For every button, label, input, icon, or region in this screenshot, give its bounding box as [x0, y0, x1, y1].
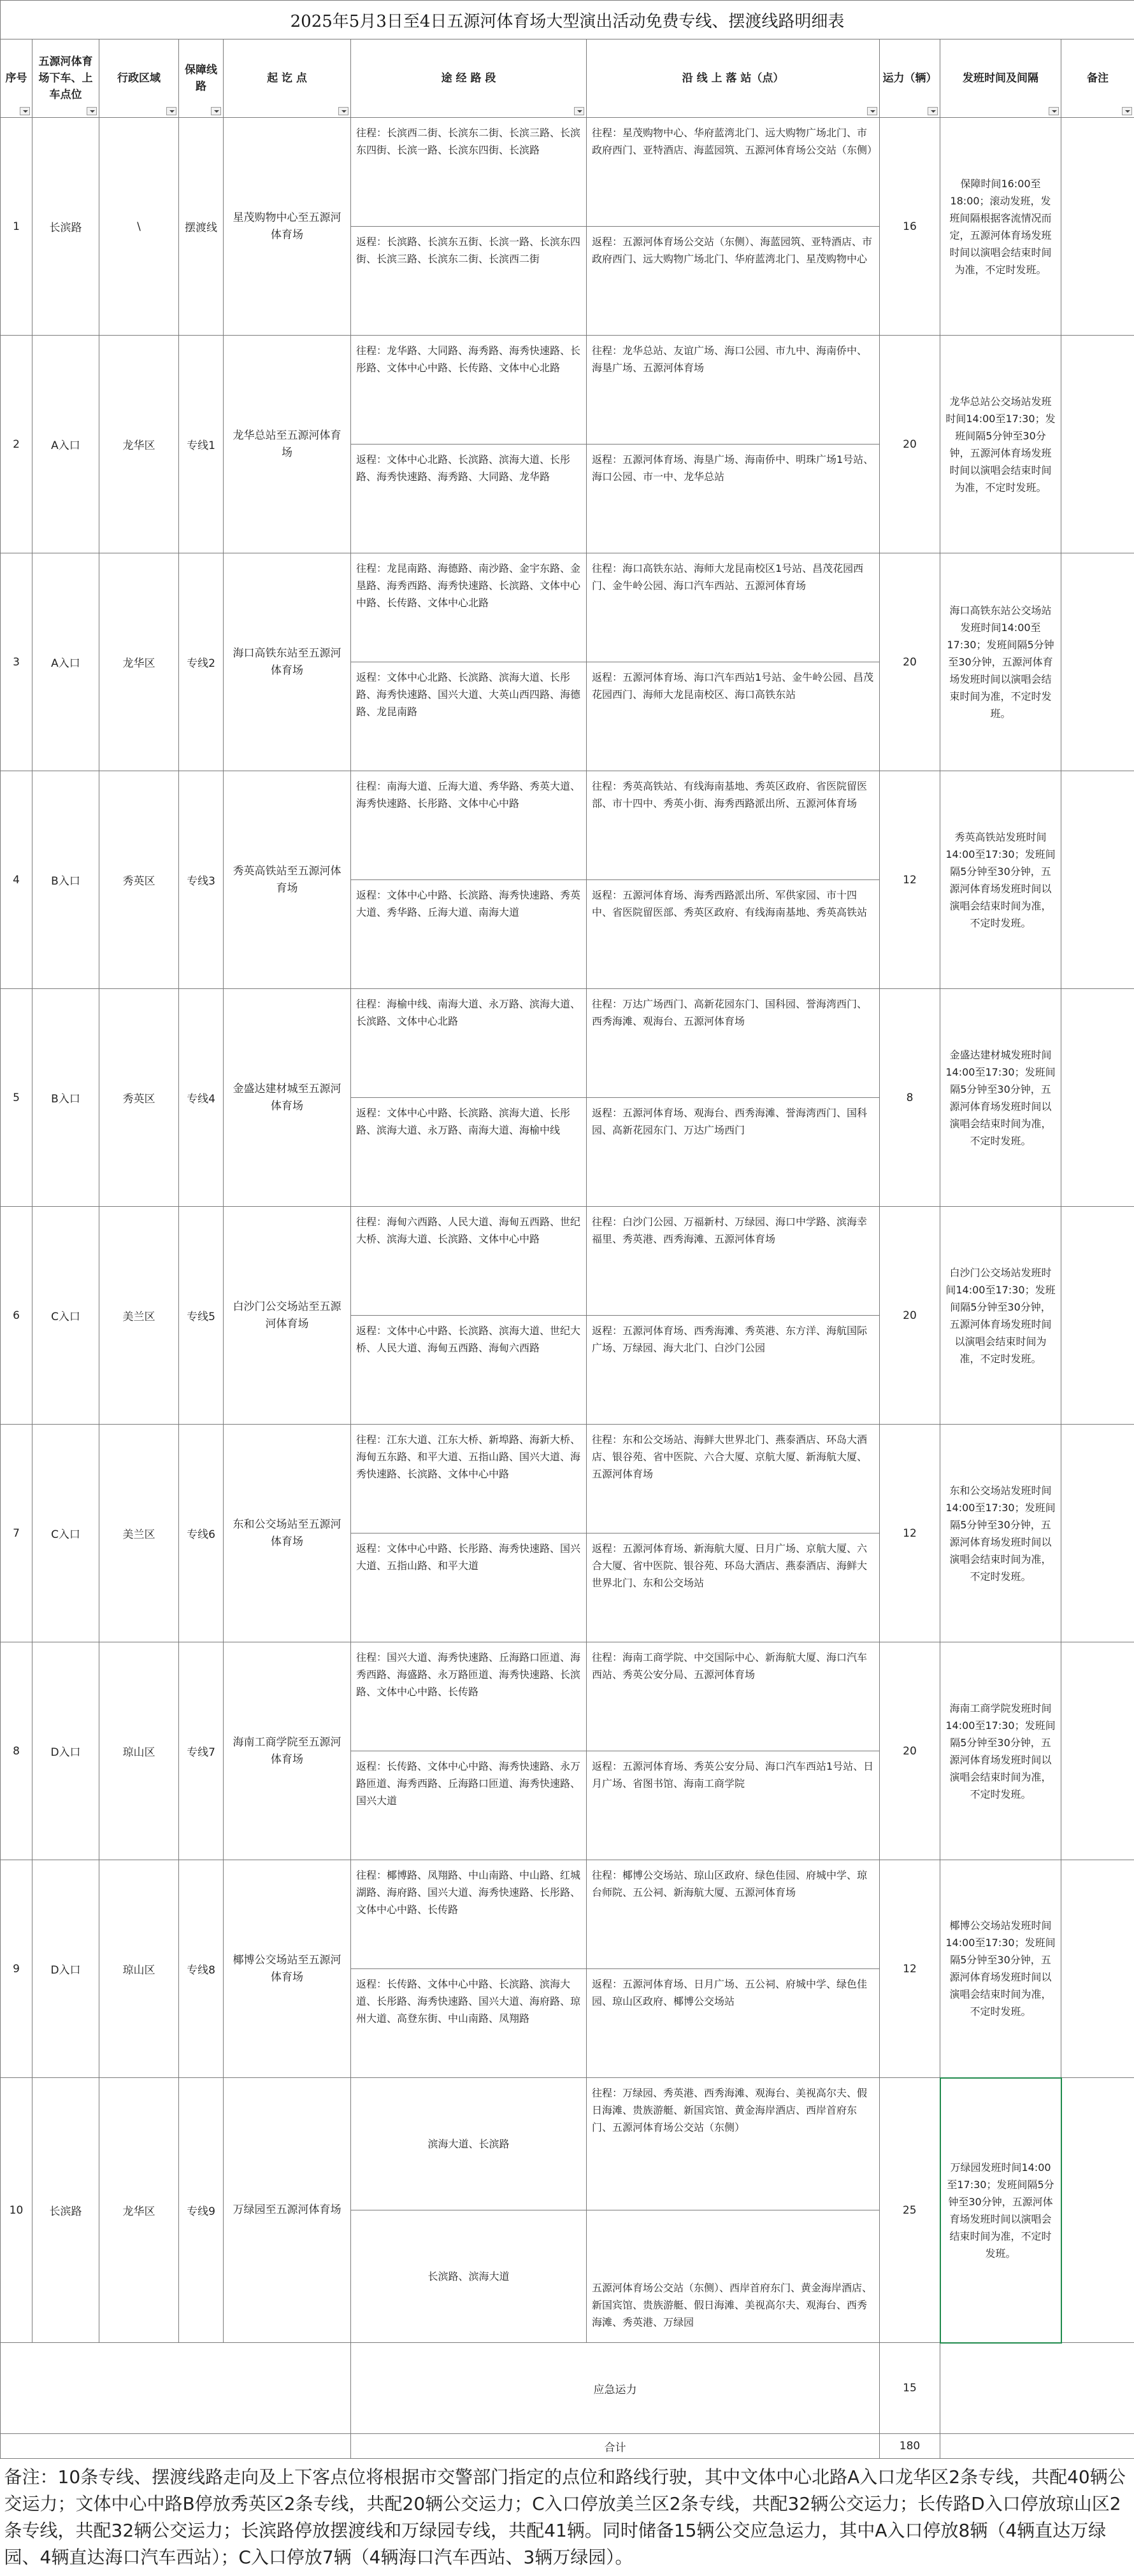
- start-end-cell: 万绿园至五源河体育场: [224, 2078, 351, 2343]
- departure-time-cell[interactable]: 海南工商学院发班时间14:00至17:30；发班间隔5分钟至30分钟，五源河体育场发班时间以演唱会结束时间为准，不定时发班。: [940, 1642, 1061, 1860]
- header-capacity-label: 运力（辆）: [883, 72, 937, 85]
- start-end-cell: 金盛达建材城至五源河体育场: [224, 989, 351, 1207]
- stations-back-cell: 返程：五源河体育场、海垦广场、海南侨中、明珠广场1号站、海口公园、市一中、龙华总站: [587, 445, 880, 553]
- remark-cell: [1061, 1642, 1134, 1860]
- header-seq-label: 序号: [6, 72, 27, 85]
- line-cell: 专线2: [179, 553, 224, 771]
- line-cell: 专线1: [179, 336, 224, 553]
- stations-out-cell: 往程：椰博公交场站、琼山区政府、绿色佳园、府城中学、琼台师院、五公祠、新海航大厦、五源河体育场: [587, 1860, 880, 1969]
- departure-time-cell[interactable]: 保障时间16:00至18:00；滚动发班，发班间隔根据客流情况而定，五源河体育场发班时间以演唱会结束时间为准，不定时发班。: [940, 118, 1061, 336]
- start-end-cell: 星茂购物中心至五源河体育场: [224, 118, 351, 336]
- stations-out-cell: 往程：万绿园、秀英港、西秀海滩、观海台、美视高尔夫、假日海滩、贵族游艇、新国宾馆、黄金海岸酒店、西岸首府东门、五源河体育场公交站（东侧）: [587, 2078, 880, 2210]
- remark-cell: [1061, 1860, 1134, 2078]
- capacity-cell: 20: [880, 1207, 940, 1425]
- seq-cell: 6: [1, 1207, 32, 1425]
- remark-cell: [1061, 989, 1134, 1207]
- remark-cell: [1061, 553, 1134, 771]
- table-row: [1, 336, 1134, 445]
- district-cell: 秀英区: [99, 989, 179, 1207]
- header-line-label: 保障线路: [185, 64, 217, 93]
- route-out-cell: 往程：江东大道、江东大桥、新埠路、海新大桥、海甸五东路、和平大道、五指山路、国兴大道、海秀快速路、长滨路、文体中心中路: [351, 1425, 587, 1534]
- filter-dropdown-icon[interactable]: [867, 107, 877, 115]
- stations-back-cell: 返程：五源河体育场、观海台、西秀海滩、誉海湾西门、国科园、高新花园东门、万达广场西门: [587, 1098, 880, 1207]
- district-cell: 琼山区: [99, 1860, 179, 2078]
- line-cell: 专线8: [179, 1860, 224, 2078]
- route-out-cell: 往程：龙华路、大同路、海秀路、海秀快速路、长彤路、文体中心中路、长传路、文体中心北路: [351, 336, 587, 445]
- district-cell: 龙华区: [99, 336, 179, 553]
- route-out-cell: 往程：海甸六西路、人民大道、海甸五西路、世纪大桥、滨海大道、长滨路、文体中心中路: [351, 1207, 587, 1316]
- route-back-cell: 返程：长传路、文体中心中路、长滨路、滨海大道、长彤路、海秀快速路、国兴大道、海府路、琼州大道、高登东街、中山南路、凤翔路: [351, 1969, 587, 2078]
- capacity-cell: 16: [880, 118, 940, 336]
- departure-time-cell[interactable]: 白沙门公交场站发班时间14:00至17:30；发班间隔5分钟至30分钟，五源河体育场发班时间以演唱会结束时间为准，不定时发班。: [940, 1207, 1061, 1425]
- departure-time-cell[interactable]: 东和公交场站发班时间14:00至17:30；发班间隔5分钟至30分钟，五源河体育场发班时间以演唱会结束时间为准，不定时发班。: [940, 1425, 1061, 1642]
- capacity-cell: 12: [880, 771, 940, 989]
- start-end-cell: 海口高铁东站至五源河体育场: [224, 553, 351, 771]
- capacity-cell: 8: [880, 989, 940, 1207]
- seq-cell: 4: [1, 771, 32, 989]
- filter-dropdown-icon[interactable]: [20, 107, 30, 115]
- route-out-cell: 往程：长滨西二街、长滨东二街、长滨三路、长滨东四街、长滨一路、长滨东四街、长滨路: [351, 118, 587, 227]
- header-time: [940, 39, 1061, 118]
- table-row: [1, 2078, 1134, 2210]
- route-out-cell: 往程：南海大道、丘海大道、秀华路、秀英大道、海秀快速路、长彤路、文体中心中路: [351, 771, 587, 880]
- header-district: [99, 39, 179, 118]
- departure-time-cell[interactable]: 海口高铁东站公交场站发班时间14:00至17:30；发班间隔5分钟至30分钟，五源河体育场发班时间以演唱会结束时间为准，不定时发班。: [940, 553, 1061, 771]
- stations-back-cell: 返程：五源河体育场公交站（东侧）、海蓝园筑、亚特酒店、市政府西门、远大购物广场北门、华府蓝湾北门、星茂购物中心: [587, 227, 880, 336]
- header-start-end-label: 起 讫 点: [267, 72, 307, 85]
- filter-dropdown-icon[interactable]: [928, 107, 938, 115]
- header-district-label: 行政区域: [117, 72, 161, 85]
- filter-dropdown-icon[interactable]: [166, 107, 176, 115]
- emergency-row: [1, 2343, 1134, 2434]
- route-back-cell: 返程：文体中心北路、长滨路、滨海大道、长彤路、海秀快速路、海秀路、大同路、龙华路: [351, 445, 587, 553]
- table-row: [1, 118, 1134, 227]
- stations-back-cell: 返程：五源河体育场、海秀西路派出所、军供家园、市十四中、省医院留医部、秀英区政府、有线海南基地、秀英高铁站: [587, 880, 880, 989]
- stations-back-cell: 返程：五源河体育场、海口汽车西站1号站、金牛岭公园、昌茂花园西门、海师大龙昆南校区、海口高铁东站: [587, 662, 880, 771]
- capacity-cell: 12: [880, 1860, 940, 2078]
- note-row: [1, 2459, 1134, 2576]
- capacity-cell: 20: [880, 553, 940, 771]
- stop-cell: B入口: [32, 771, 99, 989]
- table-title: 2025年5月3日至4日五源河体育场大型演出活动免费专线、摆渡线路明细表: [1, 1, 1134, 39]
- header-stop: [32, 39, 99, 118]
- emergency-label: 应急运力: [351, 2343, 880, 2434]
- district-cell: 龙华区: [99, 553, 179, 771]
- line-cell: 专线7: [179, 1642, 224, 1860]
- line-cell: 摆渡线: [179, 118, 224, 336]
- start-end-cell: 海南工商学院至五源河体育场: [224, 1642, 351, 1860]
- header-seq: [1, 39, 32, 118]
- remark-cell: [1061, 336, 1134, 553]
- route-back-cell: 返程：文体中心中路、长滨路、海秀快速路、秀英大道、秀华路、丘海大道、南海大道: [351, 880, 587, 989]
- stop-cell: 长滨路: [32, 118, 99, 336]
- remark-cell: [1061, 771, 1134, 989]
- total-label: 合计: [351, 2434, 880, 2459]
- departure-time-cell[interactable]: 龙华总站公交场站发班时间14:00至17:30；发班间隔5分钟至30分钟，五源河体育场发班时间以演唱会结束时间为准，不定时发班。: [940, 336, 1061, 553]
- start-end-cell: 龙华总站至五源河体育场: [224, 336, 351, 553]
- stop-cell: 长滨路: [32, 2078, 99, 2343]
- district-cell: 美兰区: [99, 1207, 179, 1425]
- stop-cell: C入口: [32, 1207, 99, 1425]
- stations-out-cell: 往程：星茂购物中心、华府蓝湾北门、远大购物广场北门、市政府西门、亚特酒店、海蓝园筑、五源河体育场公交站（东侧）: [587, 118, 880, 227]
- route-back-cell: 长滨路、滨海大道: [351, 2210, 587, 2343]
- stations-out-cell: 往程：白沙门公园、万福新村、万绿园、海口中学路、滨海幸福里、秀英港、西秀海滩、五源河体育场: [587, 1207, 880, 1316]
- remark-cell: [1061, 118, 1134, 336]
- header-stations-label: 沿 线 上 落 站（点）: [682, 72, 784, 85]
- stations-back-cell: 返程：五源河体育场、西秀海滩、秀英港、东方洋、海航国际广场、万绿园、海大北门、白沙门公园: [587, 1316, 880, 1425]
- header-start-end: [224, 39, 351, 118]
- route-back-cell: 返程：长滨路、长滨东五街、长滨一路、长滨东四街、长滨三路、长滨东二街、长滨西二街: [351, 227, 587, 336]
- capacity-cell: 20: [880, 1642, 940, 1860]
- filter-dropdown-icon[interactable]: [87, 107, 97, 115]
- district-cell: \: [99, 118, 179, 336]
- table-row: [1, 989, 1134, 1098]
- stations-back-cell: 返程：五源河体育场、日月广场、五公祠、府城中学、绿色佳园、琼山区政府、椰博公交场站: [587, 1969, 880, 2078]
- blank-cell: [1, 2343, 351, 2434]
- header-remark: [1061, 39, 1134, 118]
- seq-cell: 5: [1, 989, 32, 1207]
- table-row: [1, 1207, 1134, 1316]
- capacity-cell: 20: [880, 336, 940, 553]
- district-cell: 秀英区: [99, 771, 179, 989]
- route-back-cell: 返程：长传路、文体中心中路、海秀快速路、永万路匝道、海秀西路、丘海路口匝道、海秀快速路、国兴大道: [351, 1751, 587, 1860]
- stop-cell: C入口: [32, 1425, 99, 1642]
- seq-cell: 2: [1, 336, 32, 553]
- route-back-cell: 返程：文体中心中路、长滨路、滨海大道、长彤路、滨海大道、永万路、南海大道、海榆中线: [351, 1098, 587, 1207]
- filter-dropdown-icon[interactable]: [574, 107, 584, 115]
- filter-dropdown-icon[interactable]: [1049, 107, 1059, 115]
- stations-back-cell: 返程：五源河体育场、秀英公安分局、海口汽车西站1号站、日月广场、省图书馆、海南工商学院: [587, 1751, 880, 1860]
- remark-cell: [1061, 1425, 1134, 1642]
- line-cell: 专线4: [179, 989, 224, 1207]
- table-row: [1, 553, 1134, 662]
- start-end-cell: 东和公交场站至五源河体育场: [224, 1425, 351, 1642]
- header-row: [1, 39, 1134, 118]
- start-end-cell: 椰博公交场站至五源河体育场: [224, 1860, 351, 2078]
- header-stations: [587, 39, 880, 118]
- header-route: [351, 39, 587, 118]
- line-cell: 专线5: [179, 1207, 224, 1425]
- departure-time-cell[interactable]: 金盛达建材城发班时间14:00至17:30；发班间隔5分钟至30分钟，五源河体育场发班时间以演唱会结束时间为准，不定时发班。: [940, 989, 1061, 1207]
- route-out-cell: 往程：椰博路、凤翔路、中山南路、中山路、红城湖路、海府路、国兴大道、海秀快速路、长彤路、文体中心中路、长传路: [351, 1860, 587, 1969]
- filter-dropdown-icon[interactable]: [1122, 107, 1132, 115]
- stations-out-cell: 往程：海口高铁东站、海师大龙昆南校区1号站、昌茂花园西门、金牛岭公园、海口汽车西站、五源河体育场: [587, 553, 880, 662]
- route-back-cell: 返程：文体中心中路、长彤路、海秀快速路、国兴大道、五指山路、和平大道: [351, 1534, 587, 1642]
- stations-out-cell: 往程：海南工商学院、中交国际中心、新海航大厦、海口汽车西站、秀英公安分局、五源河体育场: [587, 1642, 880, 1751]
- header-capacity: [880, 39, 940, 118]
- stop-cell: D入口: [32, 1860, 99, 2078]
- footnote-text: 备注：10条专线、摆渡线路走向及上下客点位将根据市交警部门指定的点位和路线行驶，其中文体中心北路A入口龙华区2条专线，共配40辆公交运力；文体中心中路B停放秀英区2条专线，共配20辆公交运力；C入口停放美兰区2条专线，共配32辆公交运力；长传路D入口停放琼山区2条专线，共配32辆公交运力；长滨路停放摆渡线和万绿园专线，共配41辆。同时储备15辆公交应急运力，其中A入口停放8辆（4辆直达万绿园、4辆直达海口汽车西站）；C入口停放7辆（4辆海口汽车西站、3辆万绿园）。: [1, 2459, 1134, 2576]
- seq-cell: 3: [1, 553, 32, 771]
- stop-cell: D入口: [32, 1642, 99, 1860]
- blank-cell: [940, 2343, 1134, 2434]
- seq-cell: 9: [1, 1860, 32, 2078]
- capacity-cell: 25: [880, 2078, 940, 2343]
- table-row: [1, 1642, 1134, 1751]
- remark-cell: [1061, 1207, 1134, 1425]
- header-line: [179, 39, 224, 118]
- stations-out-cell: 往程：龙华总站、友谊广场、海口公园、市九中、海南侨中、海垦广场、五源河体育场: [587, 336, 880, 445]
- emergency-capacity: 15: [880, 2343, 940, 2434]
- route-back-cell: 返程：文体中心中路、长滨路、滨海大道、世纪大桥、人民大道、海甸五西路、海甸六西路: [351, 1316, 587, 1425]
- stations-back-cell: 返程：五源河体育场、新海航大厦、日月广场、京航大厦、六合大厦、省中医院、银谷苑、环岛大酒店、燕泰酒店、海鲜大世界北门、东和公交场站: [587, 1534, 880, 1642]
- filter-dropdown-icon[interactable]: [211, 107, 221, 115]
- capacity-cell: 12: [880, 1425, 940, 1642]
- route-out-cell: 往程：龙昆南路、海德路、南沙路、金宇东路、金垦路、海秀西路、海秀快速路、长滨路、文体中心中路、长传路、文体中心北路: [351, 553, 587, 662]
- stations-out-cell: 往程：秀英高铁站、有线海南基地、秀英区政府、省医院留医部、市十四中、秀英小街、海秀西路派出所、五源河体育场: [587, 771, 880, 880]
- line-cell: 专线6: [179, 1425, 224, 1642]
- total-row: [1, 2434, 1134, 2459]
- line-cell: 专线9: [179, 2078, 224, 2343]
- route-out-cell: 滨海大道、长滨路: [351, 2078, 587, 2210]
- blank-cell: [1, 2434, 351, 2459]
- start-end-cell: 秀英高铁站至五源河体育场: [224, 771, 351, 989]
- header-stop-label: 五源河体育场下车、上车点位: [39, 55, 93, 101]
- departure-time-cell[interactable]: 万绿园发班时间14:00至17:30；发班间隔5分钟至30分钟，五源河体育场发班时间以演唱会结束时间为准，不定时发班。: [940, 2078, 1061, 2343]
- departure-time-cell[interactable]: 秀英高铁站发班时间14:00至17:30；发班间隔5分钟至30分钟，五源河体育场发班时间以演唱会结束时间为准，不定时发班。: [940, 771, 1061, 989]
- table-row: [1, 771, 1134, 880]
- seq-cell: 8: [1, 1642, 32, 1860]
- header-route-label: 途 经 路 段: [441, 72, 496, 85]
- stop-cell: B入口: [32, 989, 99, 1207]
- blank-cell: [940, 2434, 1134, 2459]
- header-remark-label: 备注: [1087, 72, 1109, 85]
- stop-cell: A入口: [32, 553, 99, 771]
- line-cell: 专线3: [179, 771, 224, 989]
- seq-cell: 7: [1, 1425, 32, 1642]
- remark-cell: [1061, 2078, 1134, 2343]
- district-cell: 美兰区: [99, 1425, 179, 1642]
- departure-time-cell[interactable]: 椰博公交场站发班时间14:00至17:30；发班间隔5分钟至30分钟，五源河体育场发班时间以演唱会结束时间为准，不定时发班。: [940, 1860, 1061, 2078]
- seq-cell: 1: [1, 118, 32, 336]
- total-capacity: 180: [880, 2434, 940, 2459]
- stations-out-cell: 往程：万达广场西门、高新花园东门、国科园、誉海湾西门、西秀海滩、观海台、五源河体育场: [587, 989, 880, 1098]
- district-cell: 琼山区: [99, 1642, 179, 1860]
- header-time-label: 发班时间及间隔: [963, 72, 1038, 85]
- start-end-cell: 白沙门公交场站至五源河体育场: [224, 1207, 351, 1425]
- stations-back-cell: 五源河体育场公交站（东侧）、西岸首府东门、黄金海岸酒店、新国宾馆、贵族游艇、假日海滩、美视高尔夫、观海台、西秀海滩、秀英港、万绿园: [587, 2210, 880, 2343]
- seq-cell: 10: [1, 2078, 32, 2343]
- route-out-cell: 往程：国兴大道、海秀快速路、丘海路口匝道、海秀西路、海盛路、永万路匝道、海秀快速路、长滨路、文体中心中路、长传路: [351, 1642, 587, 1751]
- stop-cell: A入口: [32, 336, 99, 553]
- route-back-cell: 返程：文体中心北路、长滨路、滨海大道、长彤路、海秀快速路、国兴大道、大英山西四路、海德路、龙昆南路: [351, 662, 587, 771]
- route-out-cell: 往程：海榆中线、南海大道、永万路、滨海大道、长滨路、文体中心北路: [351, 989, 587, 1098]
- district-cell: 龙华区: [99, 2078, 179, 2343]
- stations-out-cell: 往程：东和公交场站、海鲜大世界北门、燕泰酒店、环岛大酒店、银谷苑、省中医院、六合大厦、京航大厦、新海航大厦、五源河体育场: [587, 1425, 880, 1534]
- filter-dropdown-icon[interactable]: [338, 107, 348, 115]
- table-row: [1, 1860, 1134, 1969]
- table-row: [1, 1425, 1134, 1534]
